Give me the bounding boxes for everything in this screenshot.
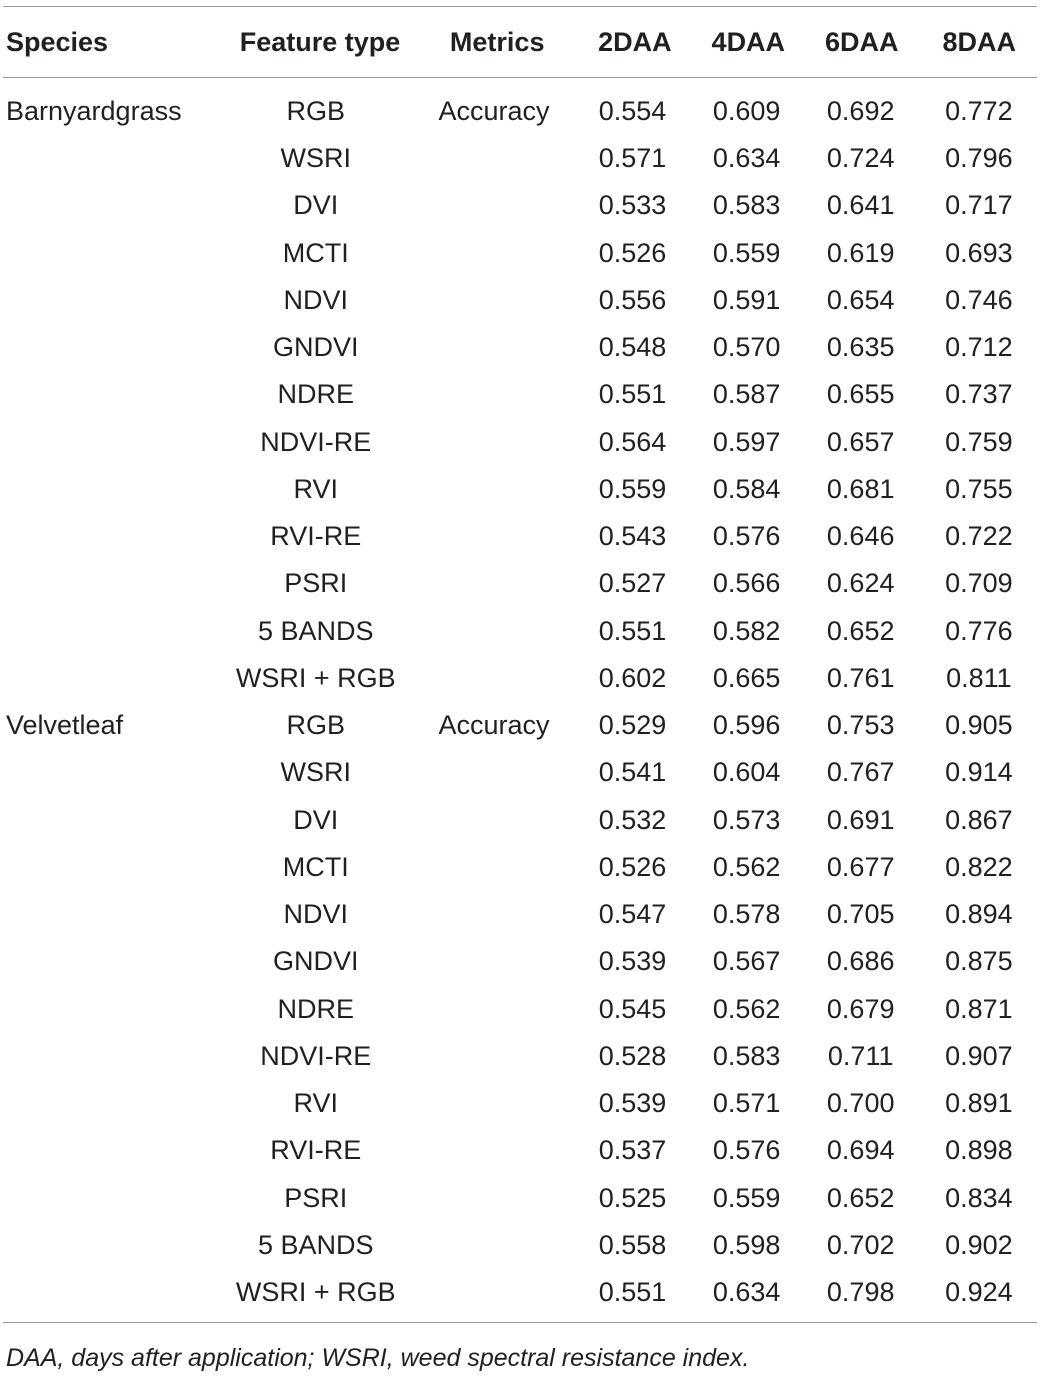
metrics-cell — [413, 1269, 576, 1316]
value-6daa-cell: 0.679 — [826, 993, 895, 1024]
species-cell — [0, 466, 219, 513]
value-6daa-cell: 0.654 — [826, 284, 895, 315]
species-cell — [0, 419, 219, 466]
value-2daa-cell: 0.558 — [598, 1229, 667, 1260]
feature-type-cell: RVI-RE — [270, 521, 362, 552]
species-cell — [0, 655, 219, 702]
results-table — [0, 7, 1040, 77]
feature-type-cell: RGB — [286, 96, 346, 126]
value-4daa-cell: 0.604 — [712, 757, 781, 788]
value-8daa-cell: 0.907 — [945, 1040, 1013, 1071]
value-2daa-cell: 0.533 — [598, 190, 667, 221]
metrics-cell — [413, 419, 576, 466]
table-row — [0, 419, 1040, 466]
table-row — [0, 1175, 1040, 1222]
metrics-cell — [413, 844, 576, 891]
value-2daa-cell: 0.551 — [598, 1277, 667, 1308]
feature-type-cell: RVI — [293, 1088, 339, 1119]
species-cell — [0, 891, 219, 938]
species-cell — [0, 1033, 219, 1080]
value-4daa-cell: 0.634 — [712, 1277, 781, 1308]
value-6daa-cell: 0.692 — [826, 96, 895, 126]
value-2daa-cell: 0.539 — [598, 946, 667, 977]
species-cell — [0, 608, 219, 655]
metrics-cell — [413, 938, 576, 985]
value-6daa-cell: 0.711 — [827, 1040, 894, 1071]
metrics-cell: Accuracy — [438, 96, 550, 126]
value-8daa-cell: 0.737 — [945, 379, 1013, 410]
table-row — [0, 938, 1040, 985]
value-2daa-cell: 0.532 — [598, 804, 667, 835]
value-2daa-cell: 0.529 — [598, 710, 667, 741]
value-2daa-cell: 0.526 — [598, 851, 667, 882]
value-4daa-cell: 0.598 — [712, 1229, 781, 1260]
metrics-cell — [413, 749, 576, 796]
value-6daa-cell: 0.767 — [826, 757, 895, 788]
feature-type-cell: NDRE — [277, 379, 355, 410]
value-4daa-cell: 0.584 — [712, 473, 781, 504]
value-2daa-cell: 0.554 — [598, 96, 667, 126]
value-4daa-cell: 0.583 — [712, 190, 781, 221]
value-8daa-cell: 0.811 — [946, 662, 1012, 693]
table-row — [0, 608, 1040, 655]
value-6daa-cell: 0.652 — [826, 615, 895, 646]
metrics-cell — [413, 371, 576, 418]
metrics-cell — [413, 230, 576, 277]
table-row — [0, 1080, 1040, 1127]
header-metrics: Metrics — [449, 26, 545, 57]
value-8daa-cell: 0.914 — [945, 757, 1013, 788]
table-row — [0, 1033, 1040, 1080]
value-8daa-cell: 0.902 — [945, 1229, 1013, 1260]
value-4daa-cell: 0.559 — [712, 237, 781, 268]
value-6daa-cell: 0.753 — [826, 710, 895, 741]
value-6daa-cell: 0.619 — [826, 237, 895, 268]
value-6daa-cell: 0.652 — [826, 1182, 895, 1213]
feature-type-cell: NDRE — [277, 993, 355, 1024]
value-6daa-cell: 0.761 — [826, 662, 895, 693]
value-6daa-cell: 0.681 — [826, 473, 895, 504]
value-4daa-cell: 0.571 — [712, 1088, 781, 1119]
species-cell — [0, 797, 219, 844]
species-cell — [0, 938, 219, 985]
metrics-cell — [413, 182, 576, 229]
value-6daa-cell: 0.705 — [826, 899, 895, 930]
species-cell — [0, 986, 219, 1033]
value-4daa-cell: 0.634 — [712, 143, 781, 174]
table-row — [0, 1127, 1040, 1174]
feature-type-cell: DVI — [293, 190, 339, 221]
table-row — [0, 78, 1040, 135]
value-8daa-cell: 0.905 — [945, 710, 1013, 741]
metrics-cell — [413, 1127, 576, 1174]
metrics-cell — [413, 655, 576, 702]
feature-type-cell: NDVI — [283, 284, 349, 315]
value-2daa-cell: 0.559 — [598, 473, 667, 504]
value-4daa-cell: 0.576 — [712, 1135, 781, 1166]
value-6daa-cell: 0.657 — [826, 426, 895, 457]
species-cell — [0, 513, 219, 560]
metrics-cell — [413, 560, 576, 607]
value-2daa-cell: 0.547 — [598, 899, 667, 930]
feature-type-cell: 5 BANDS — [257, 1229, 374, 1260]
table-row — [0, 513, 1040, 560]
feature-type-cell: NDVI-RE — [260, 1040, 372, 1071]
value-8daa-cell: 0.772 — [945, 96, 1013, 126]
feature-type-cell: DVI — [293, 804, 339, 835]
table-row — [0, 749, 1040, 796]
metrics-cell — [413, 277, 576, 324]
value-6daa-cell: 0.691 — [826, 804, 895, 835]
table-bottom-rule — [3, 1322, 1037, 1323]
feature-type-cell: 5 BANDS — [257, 615, 374, 646]
value-2daa-cell: 0.548 — [598, 332, 667, 363]
value-4daa-cell: 0.582 — [712, 615, 781, 646]
value-8daa-cell: 0.759 — [945, 426, 1013, 457]
value-2daa-cell: 0.537 — [598, 1135, 667, 1166]
table-row — [0, 324, 1040, 371]
value-2daa-cell: 0.541 — [598, 757, 667, 788]
value-4daa-cell: 0.583 — [712, 1040, 781, 1071]
species-cell — [0, 277, 219, 324]
feature-type-cell: RVI-RE — [270, 1135, 362, 1166]
metrics-cell — [413, 135, 576, 182]
value-8daa-cell: 0.755 — [945, 473, 1013, 504]
feature-type-cell: PSRI — [284, 568, 348, 599]
value-4daa-cell: 0.559 — [712, 1182, 781, 1213]
value-2daa-cell: 0.543 — [598, 521, 667, 552]
value-8daa-cell: 0.871 — [945, 993, 1013, 1024]
value-6daa-cell: 0.700 — [826, 1088, 895, 1119]
value-8daa-cell: 0.894 — [945, 899, 1013, 930]
species-cell — [0, 371, 219, 418]
feature-type-cell: WSRI + RGB — [235, 662, 396, 693]
species-cell — [0, 1175, 219, 1222]
value-4daa-cell: 0.665 — [712, 662, 781, 693]
table-row — [0, 797, 1040, 844]
value-4daa-cell: 0.573 — [712, 804, 781, 835]
feature-type-cell: MCTI — [282, 237, 349, 268]
metrics-cell — [413, 986, 576, 1033]
value-2daa-cell: 0.571 — [598, 143, 667, 174]
table-row — [0, 702, 1040, 749]
value-2daa-cell: 0.539 — [598, 1088, 667, 1119]
metrics-cell: Accuracy — [438, 710, 550, 741]
species-cell — [0, 749, 219, 796]
species-cell — [0, 324, 219, 371]
results-table-body — [0, 78, 1040, 1316]
value-2daa-cell: 0.525 — [598, 1182, 667, 1213]
value-6daa-cell: 0.694 — [826, 1135, 895, 1166]
value-4daa-cell: 0.591 — [712, 284, 781, 315]
table-row — [0, 655, 1040, 702]
value-2daa-cell: 0.551 — [598, 379, 667, 410]
value-8daa-cell: 0.796 — [945, 143, 1013, 174]
value-8daa-cell: 0.776 — [945, 615, 1013, 646]
feature-type-cell: RGB — [286, 710, 346, 741]
value-4daa-cell: 0.566 — [712, 568, 781, 599]
value-6daa-cell: 0.646 — [826, 521, 895, 552]
value-4daa-cell: 0.596 — [712, 710, 781, 741]
species-cell — [0, 1080, 219, 1127]
table-row — [0, 844, 1040, 891]
value-8daa-cell: 0.891 — [945, 1088, 1013, 1119]
feature-type-cell: WSRI — [280, 757, 352, 788]
value-6daa-cell: 0.724 — [826, 143, 895, 174]
value-8daa-cell: 0.709 — [945, 568, 1013, 599]
species-cell — [0, 182, 219, 229]
value-4daa-cell: 0.578 — [712, 899, 781, 930]
value-6daa-cell: 0.624 — [826, 568, 895, 599]
feature-type-cell: PSRI — [284, 1182, 348, 1213]
table-row — [0, 891, 1040, 938]
value-8daa-cell: 0.898 — [945, 1135, 1013, 1166]
header-feature-type: Feature type — [239, 26, 401, 57]
header-4daa: 4DAA — [711, 26, 786, 57]
value-8daa-cell: 0.712 — [945, 332, 1013, 363]
feature-type-cell: GNDVI — [273, 946, 359, 977]
value-8daa-cell: 0.924 — [945, 1277, 1013, 1308]
metrics-cell — [413, 1080, 576, 1127]
table-body — [0, 78, 1040, 1316]
value-2daa-cell: 0.528 — [598, 1040, 667, 1071]
value-6daa-cell: 0.641 — [826, 190, 895, 221]
table-row — [0, 1269, 1040, 1316]
table-row — [0, 560, 1040, 607]
value-2daa-cell: 0.551 — [598, 615, 667, 646]
value-6daa-cell: 0.798 — [826, 1277, 895, 1308]
species-cell — [0, 560, 219, 607]
table-footnote: DAA, days after application; WSRI, weed spectral resistance index. — [6, 1344, 750, 1372]
table-row — [0, 371, 1040, 418]
metrics-cell — [413, 891, 576, 938]
metrics-cell — [413, 513, 576, 560]
feature-type-cell: RVI — [293, 473, 339, 504]
metrics-cell — [413, 1033, 576, 1080]
value-8daa-cell: 0.717 — [945, 190, 1013, 221]
species-cell — [0, 844, 219, 891]
header-row — [0, 7, 1040, 77]
metrics-cell — [413, 608, 576, 655]
table-row — [0, 277, 1040, 324]
value-4daa-cell: 0.562 — [712, 851, 781, 882]
feature-type-cell: NDVI-RE — [260, 426, 372, 457]
value-8daa-cell: 0.867 — [945, 804, 1013, 835]
value-4daa-cell: 0.597 — [712, 426, 781, 457]
value-2daa-cell: 0.545 — [598, 993, 667, 1024]
header-2daa: 2DAA — [598, 26, 672, 57]
metrics-cell — [413, 324, 576, 371]
header-species: Species — [6, 26, 109, 57]
table-row — [0, 230, 1040, 277]
table-row — [0, 135, 1040, 182]
species-cell — [0, 1127, 219, 1174]
header-6daa: 6DAA — [824, 26, 899, 57]
value-2daa-cell: 0.564 — [598, 426, 667, 457]
value-4daa-cell: 0.576 — [712, 521, 781, 552]
table-row — [0, 466, 1040, 513]
metrics-cell — [413, 1175, 576, 1222]
value-4daa-cell: 0.562 — [712, 993, 781, 1024]
value-8daa-cell: 0.746 — [945, 284, 1013, 315]
table-header — [0, 7, 1040, 77]
feature-type-cell: WSRI — [280, 143, 352, 174]
value-8daa-cell: 0.693 — [945, 237, 1013, 268]
value-8daa-cell: 0.822 — [945, 851, 1013, 882]
species-cell — [0, 135, 219, 182]
feature-type-cell: NDVI — [283, 899, 349, 930]
value-2daa-cell: 0.556 — [598, 284, 667, 315]
table-row — [0, 986, 1040, 1033]
feature-type-cell: MCTI — [282, 851, 349, 882]
value-8daa-cell: 0.875 — [945, 946, 1013, 977]
value-6daa-cell: 0.677 — [826, 851, 895, 882]
species-cell — [0, 1269, 219, 1316]
value-2daa-cell: 0.526 — [598, 237, 667, 268]
species-cell: Barnyardgrass — [6, 96, 182, 126]
header-8daa: 8DAA — [942, 26, 1016, 57]
value-4daa-cell: 0.567 — [712, 946, 781, 977]
value-8daa-cell: 0.834 — [945, 1182, 1013, 1213]
value-4daa-cell: 0.570 — [712, 332, 781, 363]
metrics-cell — [413, 1222, 576, 1269]
value-2daa-cell: 0.602 — [598, 662, 667, 693]
table-row — [0, 1222, 1040, 1269]
species-cell — [0, 1222, 219, 1269]
value-2daa-cell: 0.527 — [598, 568, 667, 599]
feature-type-cell: WSRI + RGB — [235, 1277, 396, 1308]
value-6daa-cell: 0.655 — [826, 379, 895, 410]
table-row — [0, 182, 1040, 229]
value-6daa-cell: 0.635 — [826, 332, 895, 363]
value-6daa-cell: 0.686 — [826, 946, 895, 977]
value-4daa-cell: 0.587 — [712, 379, 781, 410]
feature-type-cell: GNDVI — [273, 332, 359, 363]
species-cell — [0, 230, 219, 277]
metrics-cell — [413, 797, 576, 844]
value-8daa-cell: 0.722 — [945, 521, 1013, 552]
value-4daa-cell: 0.609 — [712, 96, 781, 126]
species-cell: Velvetleaf — [6, 710, 124, 741]
value-6daa-cell: 0.702 — [826, 1229, 895, 1260]
metrics-cell — [413, 466, 576, 513]
results-table-container — [0, 6, 1040, 1323]
